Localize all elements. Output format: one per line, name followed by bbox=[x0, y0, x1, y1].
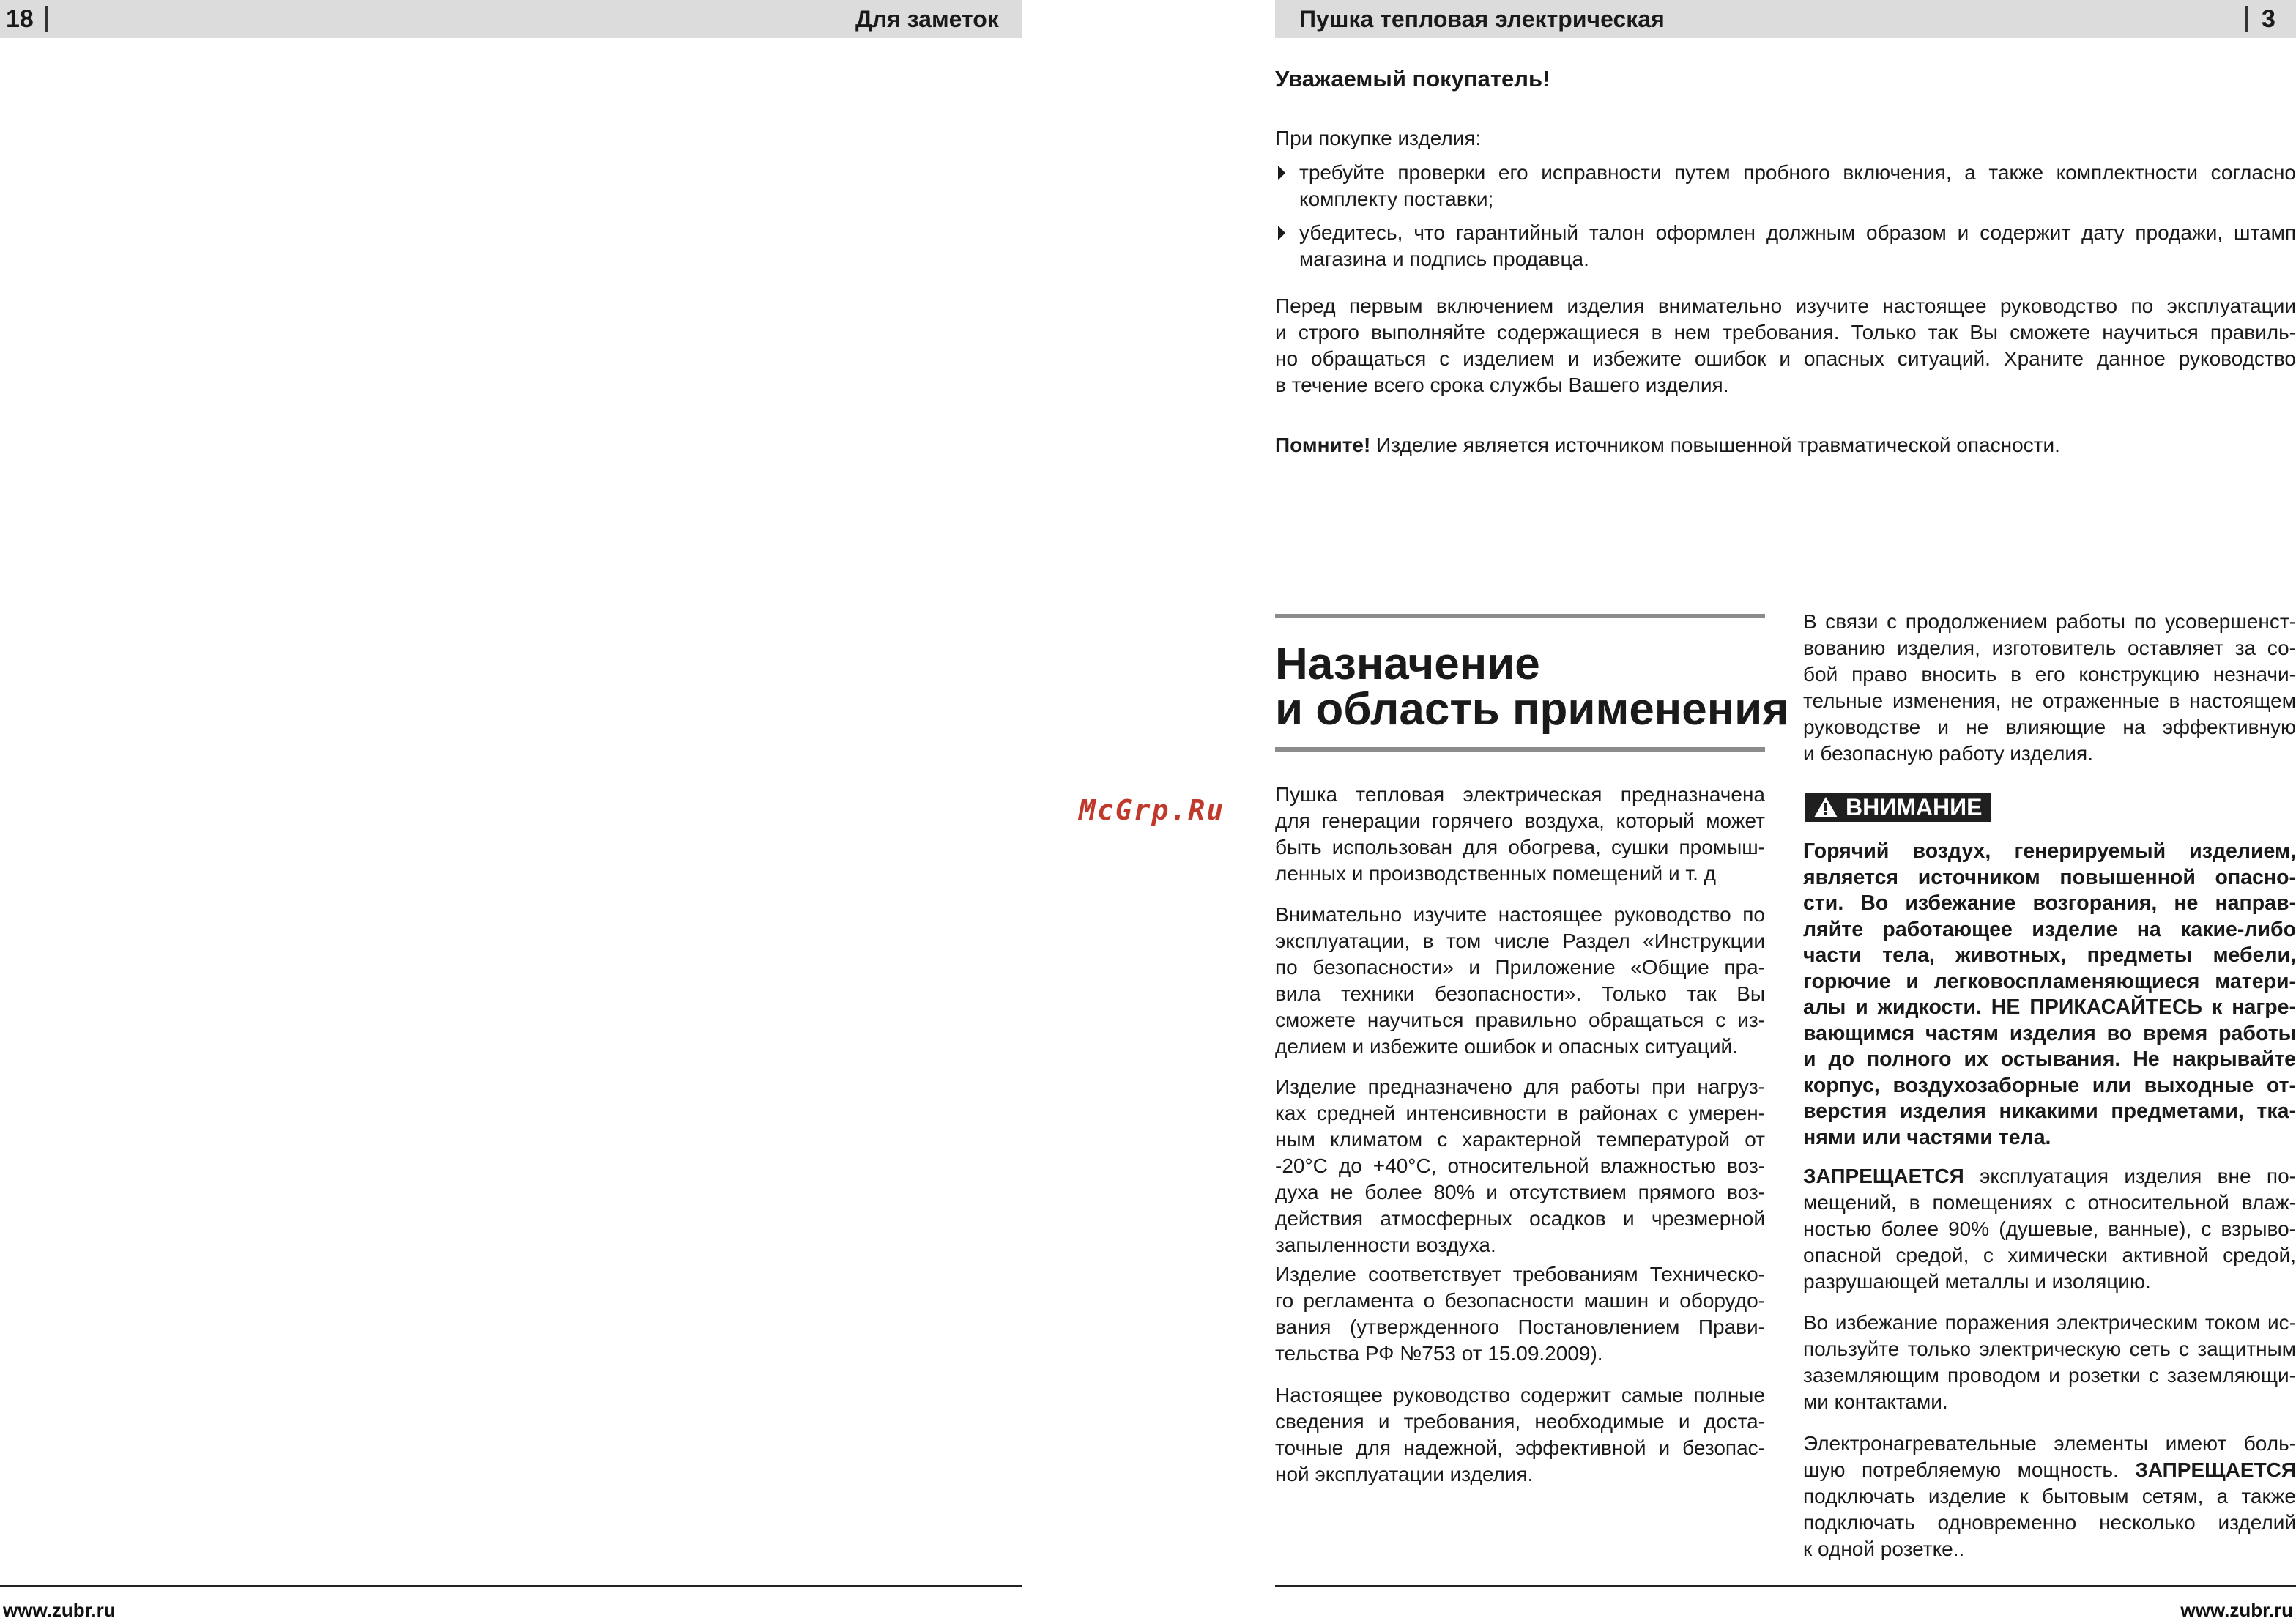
warning-line: горючие и легковоспламеняющиеся матери- bbox=[1803, 969, 2296, 993]
right-header-title: Пушка тепловая электрическая bbox=[1299, 6, 1665, 32]
text-line: ленных и производственных помещений и т. д bbox=[1275, 862, 1716, 885]
text-line: мещений, в помещениях с относительной влаж- bbox=[1803, 1191, 2296, 1214]
bullet-1-line: комплекту поставки; bbox=[1299, 188, 1494, 210]
study-manual-paragraph bbox=[1275, 902, 1765, 1060]
forbidden-paragraph bbox=[1803, 1163, 2296, 1295]
text-line: Изделие соответствует требованиям Техническо- bbox=[1275, 1263, 1765, 1286]
electric-shock-paragraph bbox=[1803, 1310, 2296, 1415]
text-line: Пушка тепловая электрическая предназначена bbox=[1275, 783, 1765, 806]
improvement-notice bbox=[1803, 609, 2296, 767]
left-footer-rule bbox=[0, 1585, 1022, 1587]
warning-line: сти. Во избежание возгорания, не направ- bbox=[1803, 891, 2296, 915]
bullet-2-line: магазина и подпись продавца. bbox=[1299, 248, 1589, 270]
intro-lead: При покупке изделия: bbox=[1275, 127, 1482, 149]
text-line: сможете научиться правильно обращаться с из- bbox=[1275, 1009, 1765, 1031]
section-title-line: Назначение bbox=[1275, 639, 1540, 689]
text-line: делием и избежите ошибок и опасных ситуаций. bbox=[1275, 1035, 1738, 1058]
text-line: заземляющим проводом и розетки с заземляющи- bbox=[1803, 1364, 2296, 1387]
forbidden-label: ЗАПРЕЩАЕТСЯ bbox=[1803, 1165, 1964, 1187]
before-use-line: Перед первым включением изделия внимательно изучите настоящее руководство по эксплуатации bbox=[1275, 294, 2296, 317]
bullet-2 bbox=[1299, 220, 2296, 272]
text-line: вила техники безопасности». Только так Вы bbox=[1275, 982, 1765, 1005]
bullet-2-line: убедитесь, что гарантийный талон оформлен должным образом и содержит дату продажи, штамп bbox=[1299, 221, 2296, 244]
heater-forbidden-label: ЗАПРЕЩАЕТСЯ bbox=[2135, 1458, 2296, 1481]
text-line: к одной розетке.. bbox=[1803, 1537, 1965, 1560]
section-title-line: и область применения bbox=[1275, 684, 1789, 735]
attention-badge bbox=[1805, 793, 1991, 822]
before-use-line: в течение всего срока службы Вашего изделия. bbox=[1275, 374, 1729, 396]
warning-line: Горячий воздух, генерируемый изделием, bbox=[1803, 839, 2296, 863]
text-line: Изделие предназначено для работы при нагруз- bbox=[1275, 1075, 1765, 1098]
text-line: ках средней интенсивности в районах с умерен- bbox=[1275, 1102, 1765, 1124]
text-line: духа не более 80% и отсутствием прямого воз- bbox=[1275, 1181, 1765, 1203]
attention-label: ВНИМАНИЕ bbox=[1846, 793, 1983, 820]
right-footer-rule bbox=[1275, 1585, 2296, 1587]
left-page-number: 18 bbox=[6, 5, 34, 33]
text-line: бой право вносить в его конструкцию незначи- bbox=[1803, 663, 2296, 686]
heater-second-pre: шую потребляемую мощность. bbox=[1803, 1458, 2119, 1481]
right-header-separator bbox=[2245, 6, 2248, 32]
heater-second-line bbox=[1803, 1457, 2296, 1483]
bullet-1 bbox=[1299, 160, 2296, 212]
bullet-arrow-icon bbox=[1278, 166, 1285, 180]
text-line: ми контактами. bbox=[1803, 1390, 1948, 1413]
text-line: и безопасную работу изделия. bbox=[1803, 742, 2093, 765]
text-line: го регламента о безопасности машин и оборудо- bbox=[1275, 1289, 1765, 1312]
remember-note bbox=[1275, 432, 2060, 459]
warning-line: вающимся частям изделия во время работы bbox=[1803, 1021, 2296, 1045]
watermark-text: McGrp.Ru bbox=[1079, 794, 1225, 826]
warning-line: части тела, животных, предметы мебели, bbox=[1803, 943, 2296, 967]
manual-contents-paragraph bbox=[1275, 1382, 1765, 1488]
section-title bbox=[1275, 639, 1789, 735]
text-line: тельные изменения, не отраженные в настоящем bbox=[1803, 689, 2296, 712]
before-use-line: но обращаться с изделием и избежите ошибок и опасных ситуаций. Храните данное руководство bbox=[1275, 347, 2296, 370]
text-line: вания (утвержденного Постановлением Прави- bbox=[1275, 1316, 1765, 1338]
text-line: В связи с продолжением работы по усовершенст- bbox=[1803, 610, 2296, 633]
warning-line: верстия изделия никакими предметами, тка- bbox=[1803, 1099, 2296, 1123]
section-top-rule bbox=[1275, 614, 1765, 618]
bullet-1-line: требуйте проверки его исправности путем пробного включения, а также комплектности согласно bbox=[1299, 161, 2296, 184]
hot-air-warning bbox=[1803, 839, 2296, 1151]
warning-line: ляйте работающее изделие на какие-либо bbox=[1803, 917, 2296, 941]
text-line: -20°С до +40°С, относительной влажностью воз- bbox=[1275, 1154, 1765, 1177]
text-line: вованию изделия, изготовитель оставляет за со- bbox=[1803, 637, 2296, 659]
greeting-heading: Уважаемый покупатель! bbox=[1275, 66, 1550, 92]
text-line: по безопасности» и Приложение «Общие пра- bbox=[1275, 956, 1765, 979]
text-line: Внимательно изучите настоящее руководство по bbox=[1275, 903, 1765, 926]
text-line: руководстве и не влияющие на эффективную bbox=[1803, 716, 2296, 738]
text-line: подключать одновременно несколько изделий bbox=[1803, 1511, 2296, 1534]
heater-power-paragraph bbox=[1803, 1431, 2296, 1562]
section-bottom-rule bbox=[1275, 747, 1765, 752]
remember-text: Изделие является источником повышенной травматической опасности. bbox=[1376, 434, 2060, 456]
text-line: подключать изделие к бытовым сетям, а также bbox=[1803, 1485, 2296, 1507]
text-line: опасной средой, с химически активной средой, bbox=[1803, 1244, 2296, 1266]
text-line: сведения и требования, необходимые и доста- bbox=[1275, 1410, 1765, 1433]
warning-line: и до полного их остывания. Не накрывайте bbox=[1803, 1047, 2296, 1071]
text-line: Настоящее руководство содержит самые полные bbox=[1275, 1384, 1765, 1406]
remember-label: Помните! bbox=[1275, 434, 1371, 456]
text-line: разрушающей металлы и изоляцию. bbox=[1803, 1270, 2151, 1293]
text-line: запыленности воздуха. bbox=[1275, 1234, 1496, 1256]
text-line: действия атмосферных осадков и чрезмерной bbox=[1275, 1207, 1765, 1230]
regulation-paragraph bbox=[1275, 1261, 1765, 1367]
text-line: Во избежание поражения электрическим током ис- bbox=[1803, 1311, 2296, 1334]
left-header-separator bbox=[45, 6, 48, 32]
bullet-arrow-icon bbox=[1278, 226, 1285, 240]
right-page-number: 3 bbox=[2262, 5, 2275, 33]
text-line: пользуйте только электрическую сеть с защитным bbox=[1803, 1338, 2296, 1360]
text-line: тельства РФ №753 от 15.09.2009). bbox=[1275, 1342, 1603, 1365]
text-line: ной эксплуатации изделия. bbox=[1275, 1463, 1534, 1485]
text-line: ным климатом с характерной температурой от bbox=[1275, 1128, 1765, 1151]
warning-line: является источником повышенной опасно- bbox=[1803, 865, 2296, 889]
before-use-line: и строго выполняйте содержащиеся в нем требования. Только так Вы сможете научиться правиль- bbox=[1275, 321, 2296, 344]
right-footer-url: www.zubr.ru bbox=[2180, 1599, 2293, 1621]
warning-line: алы и жидкости. НЕ ПРИКАСАЙТЕСЬ к нагре- bbox=[1803, 995, 2296, 1019]
before-use-paragraph bbox=[1275, 293, 2296, 398]
left-header-title: Для заметок bbox=[855, 6, 999, 32]
forbidden-first-line bbox=[1803, 1163, 2296, 1190]
text-line: для генерации горячего воздуха, который может bbox=[1275, 809, 1765, 832]
left-footer-url: www.zubr.ru bbox=[3, 1599, 116, 1621]
purpose-paragraph bbox=[1275, 782, 1765, 887]
text-line: эксплуатации, в том числе Раздел «Инструкции bbox=[1275, 930, 1765, 952]
warning-line: нями или частями тела. bbox=[1803, 1125, 2051, 1149]
text-line: ностью более 90% (душевые, ванные), с взрыво- bbox=[1803, 1217, 2296, 1240]
warning-triangle-icon bbox=[1813, 796, 1838, 818]
text-line: Электронагревательные элементы имеют боль- bbox=[1803, 1432, 2296, 1455]
forbidden-first-rest: эксплуатация изделия вне по- bbox=[1980, 1165, 2296, 1187]
operating-conditions-paragraph bbox=[1275, 1074, 1765, 1258]
warning-line: корпус, воздухозаборные или выходные от- bbox=[1803, 1073, 2296, 1097]
text-line: быть использован для обогрева, сушки промыш- bbox=[1275, 836, 1765, 858]
text-line: точные для надежной, эффективной и безопас- bbox=[1275, 1436, 1765, 1459]
